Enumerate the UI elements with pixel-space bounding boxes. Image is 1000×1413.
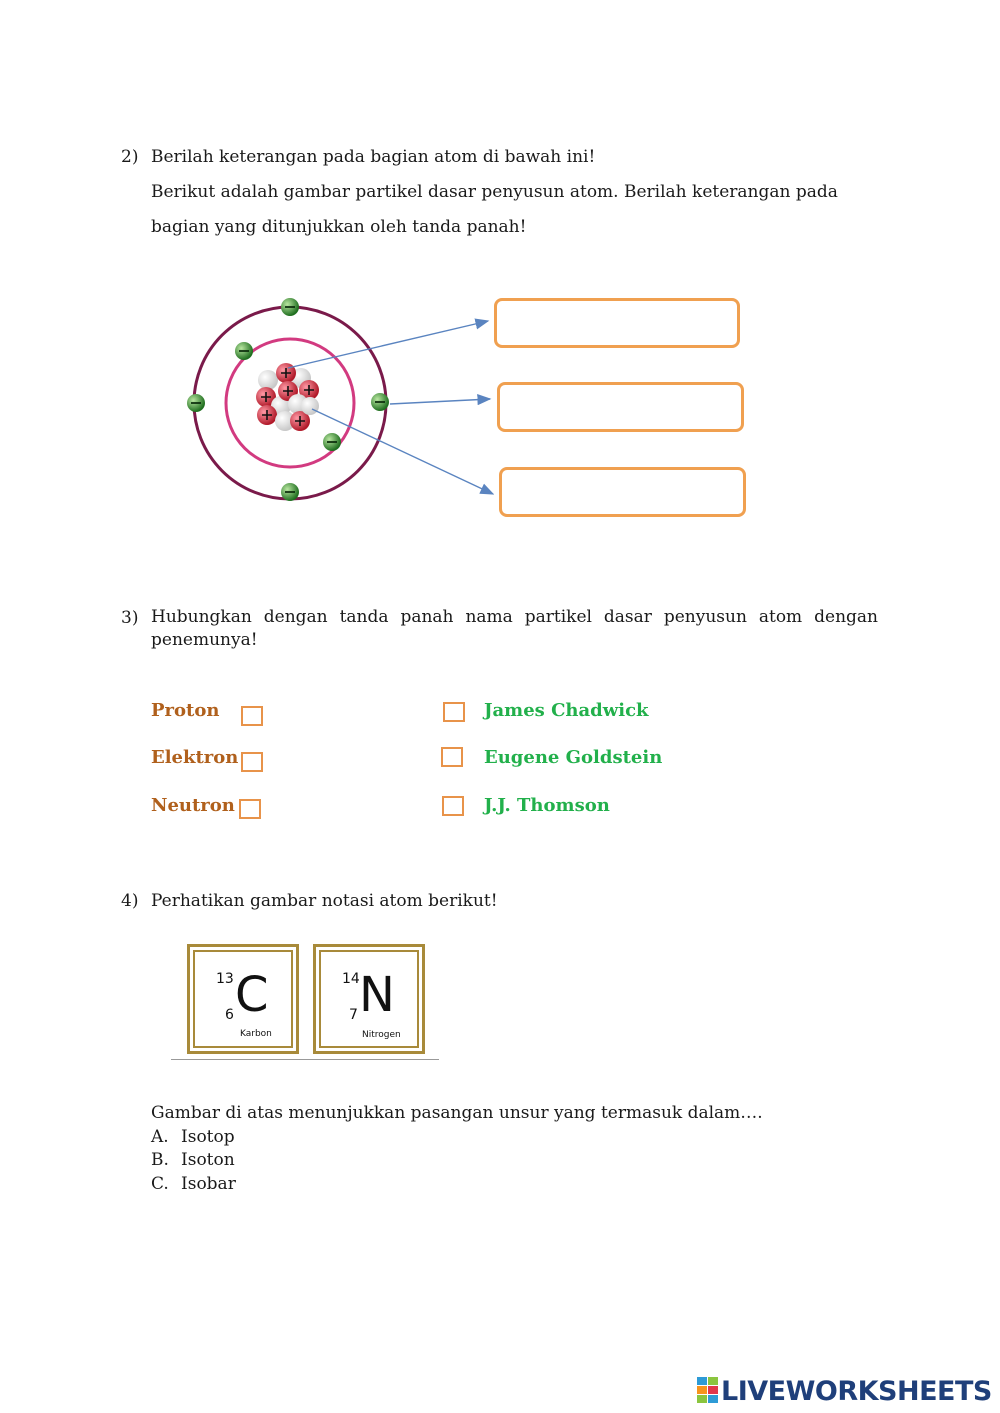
logo-icon <box>697 1377 719 1403</box>
option-b-letter: B. <box>151 1150 169 1170</box>
carbon-mass-number: 13 <box>216 971 234 987</box>
proton-connector-box[interactable] <box>241 706 263 726</box>
james-chadwick-connector-box[interactable] <box>443 702 465 722</box>
logo-text: LIVEWORKSHEETS <box>721 1376 992 1407</box>
q4-number: 4) <box>121 891 139 911</box>
q2-number: 2) <box>121 147 139 167</box>
particle-elektron: Elektron <box>151 747 239 768</box>
liveworksheets-logo <box>697 1376 992 1410</box>
nitrogen-atomic-number: 7 <box>349 1007 358 1023</box>
carbon-symbol: C <box>235 967 269 1023</box>
tile-nitrogen <box>313 944 425 1054</box>
elektron-connector-box[interactable] <box>241 752 263 772</box>
nitrogen-symbol: N <box>359 967 395 1023</box>
q2-instruction <box>151 175 878 245</box>
discoverer-james-chadwick: James Chadwick <box>484 700 649 721</box>
arrow-to-box-2 <box>390 399 490 404</box>
answer-box-3[interactable] <box>499 467 746 517</box>
carbon-atomic-number: 6 <box>225 1007 234 1023</box>
particle-proton: Proton <box>151 700 220 721</box>
tile-baseline <box>171 1059 439 1060</box>
answer-box-2[interactable] <box>497 382 744 432</box>
q2-title: Berilah keterangan pada bagian atom di bawah ini! <box>151 147 596 167</box>
q3-question: Hubungkan dengan tanda panah nama partikel dasar penyusun atom dengan penemunya! <box>151 607 878 650</box>
particle-neutron: Neutron <box>151 795 235 816</box>
arrow-to-box-3 <box>312 409 493 494</box>
option-c-text[interactable]: Isobar <box>181 1174 236 1194</box>
q4-title: Perhatikan gambar notasi atom berikut! <box>151 891 498 911</box>
q4-question: Gambar di atas menunjukkan pasangan unsur yang termasuk dalam…. <box>151 1103 763 1123</box>
option-c-letter: C. <box>151 1174 169 1194</box>
eugene-goldstein-connector-box[interactable] <box>441 747 463 767</box>
q3-number: 3) <box>121 608 139 628</box>
option-a-text[interactable]: Isotop <box>181 1127 235 1147</box>
q2-instruction-line1: Berikut adalah gambar partikel dasar penyusun atom. Berilah keterangan pada <box>151 182 838 202</box>
nucleus <box>256 363 319 431</box>
option-b-text[interactable]: Isoton <box>181 1150 235 1170</box>
q2-instruction-line2: bagian yang ditunjukkan oleh tanda panah! <box>151 217 527 237</box>
neutron-connector-box[interactable] <box>239 799 261 819</box>
discoverer-eugene-goldstein: Eugene Goldstein <box>484 747 663 768</box>
answer-box-1[interactable] <box>494 298 740 348</box>
nitrogen-name: Nitrogen <box>362 1030 401 1040</box>
carbon-name: Karbon <box>240 1029 272 1039</box>
option-a-letter: A. <box>151 1127 169 1147</box>
jj-thomson-connector-box[interactable] <box>442 796 464 816</box>
discoverer-jj-thomson: J.J. Thomson <box>484 795 610 816</box>
nitrogen-mass-number: 14 <box>342 971 360 987</box>
tile-carbon <box>187 944 299 1054</box>
